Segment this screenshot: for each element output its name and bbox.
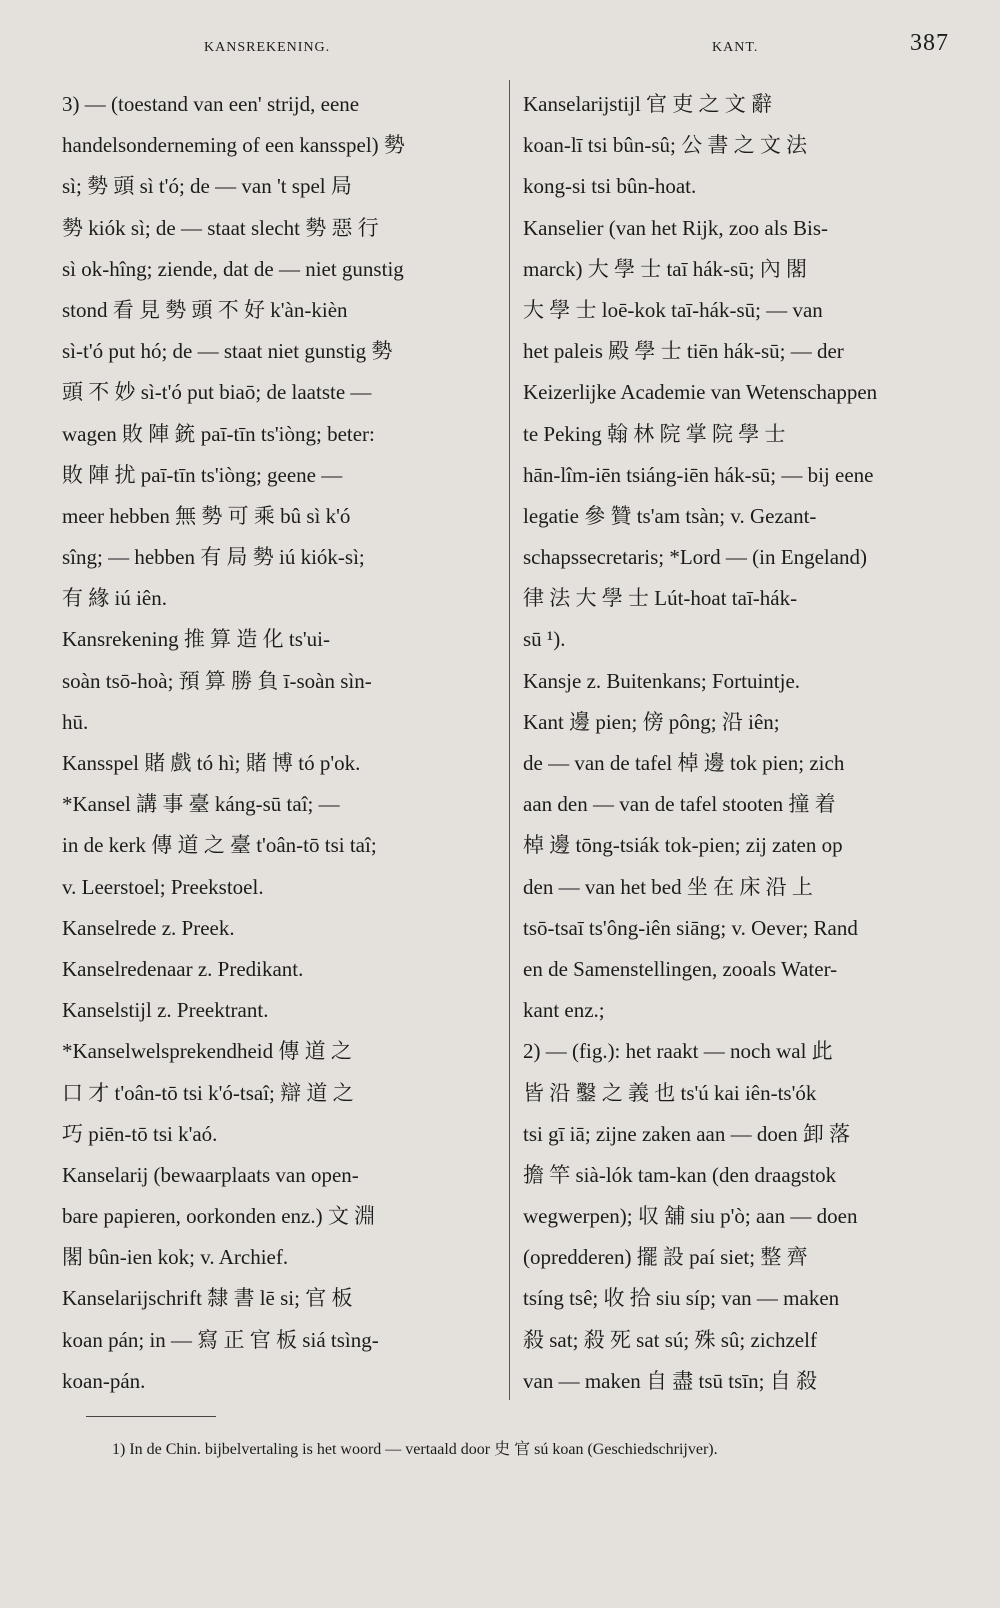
text-line: meer hebben 無 勢 可 乘 bû sì k'ó [62, 503, 351, 528]
text-line: 3) — (toestand van een' strijd, eene [62, 92, 360, 116]
left-running-head: KANSREKENING. [204, 40, 331, 55]
column-divider [509, 80, 510, 1400]
text-line: hān-lîm-iēn tsiáng-iēn hák-sū; — bij eene [523, 462, 874, 487]
right-column [523, 84, 953, 1402]
text-line: 勢 kiók sì; de — staat slecht 勢 惡 行 [62, 215, 379, 240]
text-line: 敗 陣 扰 paī-tīn ts'iòng; geene — [62, 462, 343, 487]
text-line: *Kanselwelsprekendheid 傳 道 之 [62, 1039, 352, 1064]
text-line: 有 緣 iú iên. [62, 586, 167, 611]
text-line: (opredderen) 擺 設 paí siet; 整 齊 [523, 1245, 808, 1270]
text-line: Kanselredenaar z. Predikant. [62, 956, 304, 981]
running-header [0, 28, 1000, 58]
text-line: 大 學 士 loē-kok taī-hák-sū; — van [523, 297, 823, 322]
text-line: van — maken 自 盡 tsū tsīn; 自 殺 [523, 1368, 817, 1393]
text-line: Kanselrede z. Preek. [62, 915, 235, 940]
text-line: kant enz.; [523, 998, 605, 1023]
text-line: Kanselier (van het Rijk, zoo als Bis- [523, 215, 829, 240]
text-line: 棹 邊 tōng-tsiák tok-pien; zij zaten op [523, 833, 843, 858]
text-line: stond 看 見 勢 頭 不 好 k'àn-kièn [62, 297, 348, 322]
text-line: 殺 sat; 殺 死 sat sú; 殊 sû; zichzelf [523, 1327, 817, 1352]
text-line: sì ok-hîng; ziende, dat de — niet gunstig [62, 256, 404, 281]
text-line: handelsonderneming of een kansspel) 勢 [62, 133, 405, 158]
text-line: sū ¹). [523, 627, 566, 652]
text-line: schapssecretaris; *Lord — (in Engeland) [523, 545, 868, 570]
text-line: bare papieren, oorkonden enz.) 文 淵 [62, 1204, 376, 1229]
text-line: marck) 大 學 士 taī hák-sū; 內 閣 [523, 256, 808, 281]
text-line: Kansspel 賭 戲 tó hì; 賭 博 tó p'ok. [62, 751, 361, 775]
text-line: tsō-tsaī ts'ông-iên siāng; v. Oever; Rand [523, 915, 858, 940]
text-line: koan-lī tsi bûn-sû; 公 書 之 文 法 [523, 133, 808, 158]
text-line: soàn tsō-hoà; 預 算 勝 負 ī-soàn sìn- [62, 668, 372, 693]
text-line: den — van het bed 坐 在 床 沿 上 [523, 874, 813, 899]
text-line: Kansrekening 推 算 造 化 ts'ui- [62, 627, 330, 652]
text-line: 2) — (fig.): het raakt — noch wal 此 [523, 1039, 833, 1064]
text-line: koan pán; in — 寫 正 官 板 siá tsìng- [62, 1327, 379, 1352]
text-line: 皆 沿 鑿 之 義 也 ts'ú kai iên-ts'ók [523, 1080, 817, 1105]
text-line: de — van de tafel 棹 邊 tok pien; zich [523, 751, 845, 775]
text-line: Kansje z. Buitenkans; Fortuintje. [523, 668, 801, 693]
text-line: sì-t'ó put hó; de — staat niet gunstig 勢 [62, 339, 393, 364]
text-line: v. Leerstoel; Preekstoel. [62, 874, 264, 899]
text-line: Kanselarijschrift 隸 書 lē si; 官 板 [62, 1286, 353, 1311]
right-running-head: KANT. [712, 40, 759, 55]
text-line: tsi gī iā; zijne zaken aan — doen 卸 落 [523, 1121, 851, 1146]
footnote-rule [86, 1416, 216, 1417]
text-line: tsíng tsê; 收 拾 siu síp; van — maken [523, 1286, 840, 1311]
text-line: 擔 竿 sià-lók tam-kan (den draagstok [523, 1162, 837, 1187]
text-line: 頭 不 妙 sì-t'ó put biaō; de laatste — [62, 380, 372, 405]
text-line: en de Samenstellingen, zooals Water- [523, 956, 838, 981]
text-line: Kanselstijl z. Preektrant. [62, 998, 269, 1023]
left-column [62, 84, 500, 1402]
text-line: sîng; — hebben 有 局 勢 iú kiók-sì; [62, 545, 365, 570]
text-line: 律 法 大 學 士 Lút-hoat taī-hák- [523, 586, 798, 611]
text-line: legatie 參 贊 ts'am tsàn; v. Gezant- [523, 503, 817, 528]
text-line: sì; 勢 頭 sì t'ó; de — van 't spel 局 [62, 174, 352, 199]
text-line: 閣 bûn-ien kok; v. Archief. [62, 1245, 289, 1270]
text-line: Kanselarij (bewaarplaats van open- [62, 1162, 359, 1187]
text-line: Kant 邊 pien; 傍 pông; 沿 iên; [523, 709, 780, 734]
text-line: 口 才 t'oân-tō tsi k'ó-tsaî; 辯 道 之 [62, 1080, 354, 1105]
text-line: in de kerk 傳 道 之 臺 t'oân-tō tsi taî; [62, 833, 377, 858]
page-number: 387 [910, 30, 949, 56]
text-line: aan den — van de tafel stooten 撞 着 [523, 792, 836, 817]
text-line: het paleis 殿 學 士 tiēn hák-sū; — der [523, 339, 844, 364]
text-line: *Kansel 講 事 臺 káng-sū taî; — [62, 792, 340, 817]
text-line: koan-pán. [62, 1368, 146, 1393]
text-line: wagen 敗 陣 銃 paī-tīn ts'iòng; beter: [62, 421, 375, 446]
footnote: 1) In de Chin. bijbelvertaling is het woord — vertaald door 史 官 sú koan (Geschiedschrijver). [112, 1441, 718, 1458]
text-line: 巧 piēn-tō tsi k'aó. [62, 1121, 218, 1146]
text-line: kong-si tsi bûn-hoat. [523, 174, 697, 199]
text-line: hū. [62, 709, 89, 734]
text-line: te Peking 翰 林 院 掌 院 學 士 [523, 421, 786, 446]
text-line: wegwerpen); 収 舖 siu p'ò; aan — doen [523, 1204, 858, 1229]
text-line: Keizerlijke Academie van Wetenschappen [523, 380, 878, 405]
text-line: Kanselarijstijl 官 吏 之 文 辭 [523, 92, 773, 116]
